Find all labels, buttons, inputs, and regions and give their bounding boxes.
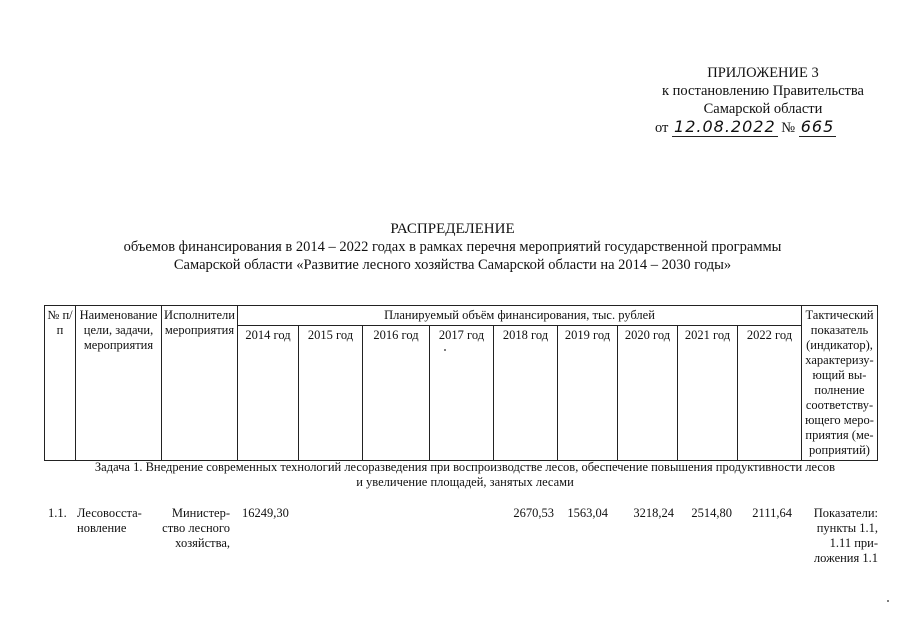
task-line-1: Задача 1. Внедрение современных технологий лесоразведения при воспроизводстве лесов, обеспечение повышения продуктивности лесов bbox=[94, 460, 836, 474]
value-2021: 2514,80 bbox=[691, 506, 732, 520]
heading-line-3: Самарской области «Развитие лесного хозяйства Самарской области на 2014 – 2030 годы» bbox=[173, 257, 732, 273]
col-number: № п/п bbox=[45, 306, 76, 461]
scan-speck bbox=[444, 349, 446, 351]
task-line-2: и увеличение площадей, занятых лесами bbox=[356, 475, 574, 489]
handwritten-number: 665 bbox=[800, 117, 835, 136]
row-number: 1.1. bbox=[48, 506, 67, 520]
year-2014: 2014 год bbox=[238, 326, 299, 461]
value-2014: 16249,30 bbox=[242, 506, 289, 520]
year-2015: 2015 год bbox=[299, 326, 363, 461]
appendix-decree-line: к постановлению Правительства bbox=[662, 83, 864, 99]
year-2019: 2019 год bbox=[558, 326, 618, 461]
financing-table bbox=[44, 305, 878, 461]
col-name: Наименование цели, задачи, мероприятия bbox=[76, 306, 162, 461]
year-2017: 2017 год bbox=[430, 326, 494, 461]
heading-line-2: объемов финансирования в 2014 – 2022 годах в рамках перечня мероприятий государственной программы bbox=[123, 239, 782, 255]
from-label: от bbox=[655, 120, 669, 136]
value-2022: 2111,64 bbox=[752, 506, 792, 520]
year-2022: 2022 год bbox=[738, 326, 802, 461]
appendix-block bbox=[653, 64, 873, 137]
number-label: № bbox=[781, 120, 796, 136]
year-2020: 2020 год bbox=[618, 326, 678, 461]
year-2016: 2016 год bbox=[363, 326, 430, 461]
handwritten-date: 12.08.2022 bbox=[674, 117, 776, 136]
appendix-region-line: Самарской области bbox=[703, 101, 823, 117]
document-heading bbox=[60, 220, 845, 274]
scan-speck bbox=[887, 600, 889, 602]
row-indicator: Показатели: пункты 1.1, 1.11 при- ложения 1.1 bbox=[813, 506, 878, 565]
year-2018: 2018 год bbox=[494, 326, 558, 461]
year-2021: 2021 год bbox=[678, 326, 738, 461]
value-2019: 1563,04 bbox=[567, 506, 608, 520]
heading-title: РАСПРЕДЕЛЕНИЕ bbox=[390, 221, 515, 237]
appendix-date-line bbox=[653, 118, 873, 137]
col-executors: Исполнители мероприятия bbox=[162, 306, 238, 461]
appendix-title: ПРИЛОЖЕНИЕ 3 bbox=[707, 65, 819, 81]
col-planned-financing: Планируемый объём финансирования, тыс. рублей bbox=[238, 306, 802, 326]
col-indicator: Тактический показатель (индикатор), характеризу- ющий вы- полнение соответству- ющего меро- приятия (ме- роприятий) bbox=[802, 306, 878, 461]
value-2018: 2670,53 bbox=[513, 506, 554, 520]
row-name: Лесовосста- новление bbox=[77, 506, 142, 535]
value-2020: 3218,24 bbox=[633, 506, 674, 520]
row-executor: Министер- ство лесного хозяйства, bbox=[162, 506, 230, 550]
task-heading bbox=[60, 460, 870, 490]
